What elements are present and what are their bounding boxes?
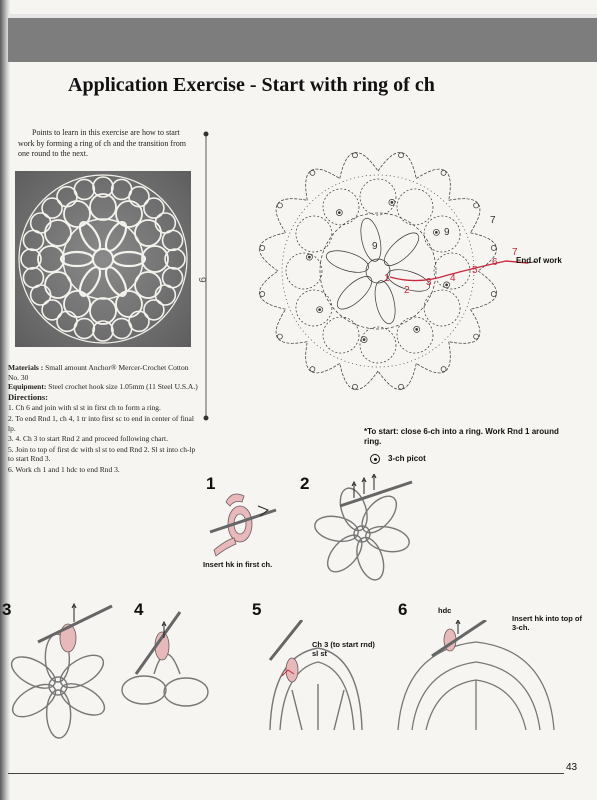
picot-symbol-icon	[370, 454, 380, 464]
step-caption-1: Insert hk in first ch.	[203, 560, 273, 569]
hdc-label: hdc	[438, 606, 452, 615]
picot-legend-label: 3-ch picot	[388, 454, 426, 464]
step-illustration-1	[196, 480, 286, 560]
direction-item: 6. Work ch 1 and 1 hdc to end Rnd 3.	[8, 464, 120, 474]
step-number-2: 2	[300, 474, 310, 493]
inner-label: 9	[444, 227, 450, 238]
round-number-label: 3	[426, 277, 432, 288]
doily-photo-image	[15, 171, 191, 347]
materials-section	[8, 363, 200, 476]
round-number-label: 1	[384, 273, 390, 284]
step6-ring-icon	[392, 620, 562, 736]
dimension-label: 9	[196, 277, 207, 283]
step-number-4: 4	[134, 600, 144, 619]
materials-label: Materials :	[8, 363, 44, 372]
direction-item: 5. Join to top of first dc with sl st to end Rnd 2. Sl st into ch-lp to start Rnd 3.	[8, 444, 196, 464]
dimension-line	[204, 132, 208, 420]
ring-of-chain-hook-icon	[196, 480, 286, 560]
step5-ring-icon	[262, 620, 372, 738]
directions-list	[8, 403, 200, 474]
direction-item: 1. Ch 6 and join with sl st in first ch to form a ring.	[8, 403, 161, 413]
round-number-label: 6	[492, 257, 498, 268]
insert-hook-label: Insert hk into top of 3-ch.	[512, 614, 582, 632]
round-number-label: 4	[450, 273, 456, 284]
materials-line	[8, 363, 200, 382]
footer-rule	[8, 773, 564, 774]
step-number-1: 1	[206, 474, 216, 493]
step-number-3: 3	[2, 600, 12, 619]
materials-value: Small amount Anchor® Mercer-Crochet Cotton No. 30	[8, 363, 189, 382]
direction-item: 2. To end Rnd 1, ch 4, 1 tr into first sc to end in center of final lp.	[8, 413, 194, 433]
direction-item: 3. 4. Ch 3 to start Rnd 2 and proceed following chart.	[8, 434, 168, 444]
step2-petals-icon	[300, 474, 430, 586]
equipment-value: Steel crochet hook size 1.05mm (11 Steel U.S.A.)	[48, 382, 198, 392]
inner-label: 7	[490, 215, 496, 226]
doily-photo	[15, 171, 191, 347]
round-number-label: 7	[512, 247, 518, 258]
step-illustration-6	[392, 620, 562, 736]
round-number-label: 2	[404, 285, 410, 296]
step-illustration-5	[262, 620, 372, 738]
round-number-label: 5	[472, 265, 478, 276]
step-illustration-2	[300, 474, 430, 586]
step-caption-5: Ch 3 (to start rnd) sl st	[312, 640, 375, 658]
directions-heading: Directions:	[8, 391, 48, 402]
crochet-chart	[196, 126, 536, 426]
step-illustration-4	[114, 600, 224, 730]
picot-legend	[370, 454, 426, 464]
equipment-label: Equipment:	[8, 382, 47, 392]
step-number-6: 6	[398, 600, 408, 619]
start-note: *To start: close 6-ch into a ring. Work Rnd 1 around ring.	[364, 427, 559, 446]
intro-paragraph: Points to learn in this exercise are how to start work by forming a ring of ch and the transition from one round to the next.	[18, 128, 186, 159]
page-title: Application Exercise - Start with ring of ch	[68, 74, 435, 96]
step4-petals-icon	[114, 600, 224, 730]
step-illustration-3	[8, 596, 118, 746]
end-of-work-label: End of work	[516, 256, 562, 265]
step3-petals-icon	[8, 596, 118, 746]
inner-label: 9	[372, 241, 378, 252]
header-bar	[8, 18, 597, 62]
crochet-chart-svg	[196, 126, 536, 426]
step-number-5: 5	[252, 600, 262, 619]
equipment-line	[8, 382, 200, 392]
page-number: 43	[566, 762, 578, 773]
intro-text	[18, 128, 196, 160]
